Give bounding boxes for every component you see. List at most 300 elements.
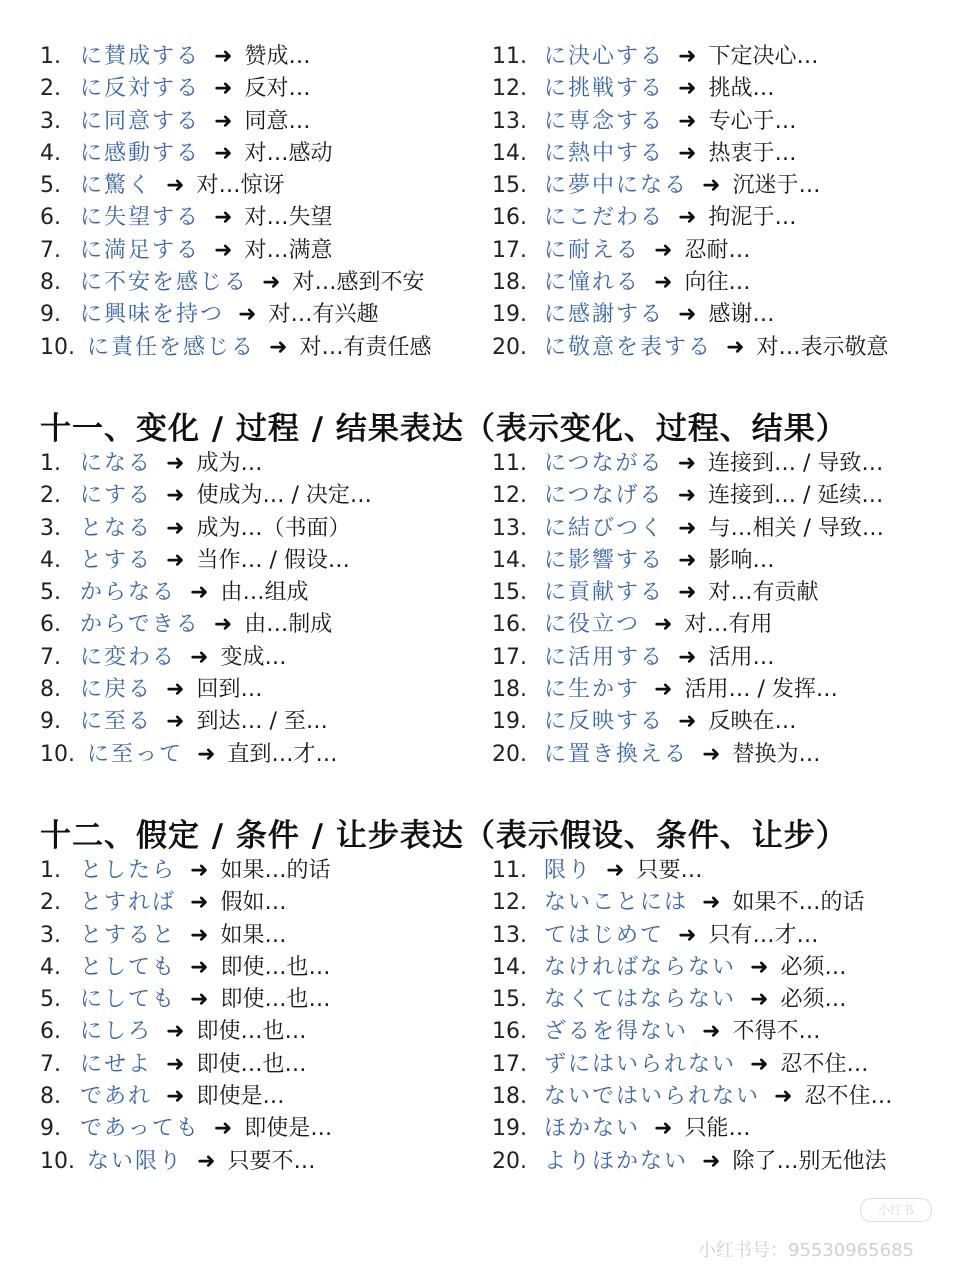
arrow-right-icon: ➜ (750, 987, 769, 1013)
arrow-right-icon: ➜ (190, 987, 209, 1013)
section1-left-column (40, 41, 490, 364)
arrow-right-icon: ➜ (678, 205, 697, 231)
arrow-right-icon: ➜ (166, 1051, 185, 1077)
item-number: 9. (40, 302, 61, 328)
list-item (40, 138, 490, 170)
item-number: 10. (40, 1148, 75, 1174)
chinese-meaning: 对…失望 (244, 205, 333, 231)
item-number: 1. (40, 858, 61, 883)
japanese-expression: なければならない (544, 954, 737, 980)
section2-right-column (492, 448, 942, 771)
japanese-expression: に感動する (80, 140, 201, 166)
chinese-meaning: 感谢… (708, 302, 775, 328)
list-item (492, 267, 942, 299)
arrow-right-icon: ➜ (677, 483, 696, 509)
list-item (492, 448, 942, 480)
chinese-meaning: 连接到… / 延续… (708, 483, 884, 509)
list-item (492, 138, 942, 170)
arrow-right-icon: ➜ (214, 140, 233, 166)
list-item (40, 267, 490, 299)
japanese-expression: なくてはならない (544, 987, 737, 1013)
arrow-right-icon: ➜ (214, 237, 233, 263)
arrow-right-icon: ➜ (214, 44, 233, 69)
list-item (492, 739, 942, 771)
item-number: 5. (40, 987, 61, 1013)
list-item (40, 1016, 490, 1048)
arrow-right-icon: ➜ (166, 1019, 185, 1045)
item-number: 4. (40, 140, 61, 166)
chinese-meaning: 即使…也… (220, 987, 331, 1013)
arrow-right-icon: ➜ (750, 1051, 769, 1077)
item-number: 12. (492, 76, 527, 102)
item-number: 7. (40, 644, 61, 670)
list-item (492, 674, 942, 706)
item-number: 18. (492, 677, 527, 703)
japanese-expression: にしろ (80, 1019, 153, 1045)
item-number: 8. (40, 677, 61, 703)
chinese-meaning: 忍不住… (780, 1051, 869, 1077)
arrow-right-icon: ➜ (166, 515, 185, 541)
item-number: 10. (40, 741, 75, 767)
item-number: 6. (40, 205, 61, 231)
list-item (40, 480, 490, 512)
arrow-right-icon: ➜ (678, 302, 697, 328)
list-item (492, 855, 942, 887)
list-item (492, 513, 942, 545)
japanese-expression: にこだわる (544, 205, 665, 231)
japanese-expression: としても (80, 954, 177, 980)
arrow-right-icon: ➜ (166, 547, 185, 573)
japanese-expression: に活用する (544, 644, 665, 670)
item-number: 16. (492, 612, 527, 638)
arrow-right-icon: ➜ (726, 334, 745, 360)
japanese-expression: にせよ (80, 1051, 153, 1077)
item-number: 20. (492, 334, 527, 360)
chinese-meaning: 反映在… (708, 709, 797, 735)
japanese-expression: に専念する (544, 108, 665, 134)
section3-right-column (492, 855, 942, 1178)
japanese-expression: に戻る (80, 677, 153, 703)
chinese-meaning: 即使…也… (196, 1019, 307, 1045)
list-item (40, 73, 490, 105)
chinese-meaning: 对…有责任感 (299, 334, 432, 360)
item-number: 18. (492, 1084, 527, 1110)
japanese-expression: になる (80, 451, 153, 476)
item-number: 8. (40, 270, 61, 296)
list-item (40, 299, 490, 331)
item-number: 15. (492, 580, 527, 606)
list-item (492, 952, 942, 984)
item-number: 17. (492, 644, 527, 670)
item-number: 5. (40, 173, 61, 199)
chinese-meaning: 对…感到不安 (292, 270, 425, 296)
chinese-meaning: 活用… / 发挥… (684, 677, 838, 703)
section2-title: 十一、变化 / 过程 / 结果表达（表示变化、过程、结果） (40, 411, 848, 447)
japanese-expression: に興味を持つ (80, 302, 225, 328)
list-item (492, 1113, 942, 1145)
item-number: 6. (40, 612, 61, 638)
arrow-right-icon: ➜ (750, 954, 769, 980)
chinese-meaning: 直到…才… (227, 741, 338, 767)
list-item (40, 642, 490, 674)
japanese-expression: であれ (80, 1084, 153, 1110)
chinese-meaning: 拘泥于… (708, 205, 797, 231)
list-item (40, 855, 490, 887)
list-item (40, 513, 490, 545)
item-number: 20. (492, 1148, 527, 1174)
list-item (492, 609, 942, 641)
list-item (40, 170, 490, 202)
chinese-meaning: 到达… / 至… (196, 709, 328, 735)
list-item (40, 1081, 490, 1113)
list-item (492, 332, 942, 364)
chinese-meaning: 赞成… (244, 44, 311, 69)
japanese-expression: に夢中になる (544, 173, 689, 199)
chinese-meaning: 即使是… (244, 1116, 333, 1142)
arrow-right-icon: ➜ (166, 483, 185, 509)
japanese-expression: に不安を感じる (80, 270, 249, 296)
japanese-expression: としたら (80, 858, 177, 883)
japanese-expression: に満足する (80, 237, 201, 263)
item-number: 14. (492, 954, 527, 980)
item-number: 9. (40, 709, 61, 735)
chinese-meaning: 由…组成 (220, 580, 309, 606)
arrow-right-icon: ➜ (702, 173, 721, 199)
arrow-right-icon: ➜ (238, 302, 257, 328)
item-number: 11. (492, 858, 527, 883)
chinese-meaning: 如果…的话 (220, 858, 331, 883)
list-item (40, 887, 490, 919)
item-number: 19. (492, 302, 527, 328)
arrow-right-icon: ➜ (702, 741, 721, 767)
japanese-expression: に責任を感じる (87, 334, 256, 360)
chinese-meaning: 即使…也… (196, 1051, 307, 1077)
list-item (40, 920, 490, 952)
arrow-right-icon: ➜ (678, 922, 697, 948)
chinese-meaning: 专心于… (708, 108, 797, 134)
arrow-right-icon: ➜ (678, 108, 697, 134)
list-item (40, 609, 490, 641)
arrow-right-icon: ➜ (166, 677, 185, 703)
list-item (492, 202, 942, 234)
list-item (492, 73, 942, 105)
japanese-expression: ないではいられない (544, 1084, 761, 1110)
chinese-meaning: 如果不…的话 (732, 890, 865, 916)
chinese-meaning: 对…感动 (244, 140, 333, 166)
section3-title: 十二、假定 / 条件 / 让步表达（表示假设、条件、让步） (40, 818, 848, 854)
item-number: 3. (40, 515, 61, 541)
japanese-expression: につながる (544, 451, 664, 476)
list-item (40, 952, 490, 984)
chinese-meaning: 回到… (196, 677, 263, 703)
arrow-right-icon: ➜ (678, 44, 697, 69)
japanese-expression: に同意する (80, 108, 201, 134)
arrow-right-icon: ➜ (678, 709, 697, 735)
arrow-right-icon: ➜ (166, 173, 185, 199)
item-number: 11. (492, 44, 527, 69)
japanese-expression: に挑戦する (544, 76, 665, 102)
arrow-right-icon: ➜ (654, 237, 673, 263)
arrow-right-icon: ➜ (190, 954, 209, 980)
arrow-right-icon: ➜ (166, 1084, 185, 1110)
list-item (492, 41, 942, 73)
arrow-right-icon: ➜ (190, 890, 209, 916)
arrow-right-icon: ➜ (190, 580, 209, 606)
list-item (492, 920, 942, 952)
item-number: 15. (492, 987, 527, 1013)
list-item (492, 106, 942, 138)
item-number: 12. (492, 483, 527, 509)
section2-left-column (40, 448, 490, 771)
chinese-meaning: 同意… (244, 108, 311, 134)
arrow-right-icon: ➜ (678, 547, 697, 573)
item-number: 4. (40, 954, 61, 980)
list-item (492, 170, 942, 202)
japanese-expression: にしても (80, 987, 177, 1013)
list-item (492, 887, 942, 919)
chinese-meaning: 活用… (708, 644, 775, 670)
item-number: 16. (492, 205, 527, 231)
chinese-meaning: 对…有用 (684, 612, 773, 638)
japanese-expression: からなる (80, 580, 177, 606)
list-item (492, 545, 942, 577)
arrow-right-icon: ➜ (678, 580, 697, 606)
list-item (40, 1113, 490, 1145)
item-number: 6. (40, 1019, 61, 1045)
chinese-meaning: 对…表示敬意 (756, 334, 889, 360)
arrow-right-icon: ➜ (269, 334, 288, 360)
item-number: 2. (40, 76, 61, 102)
list-item (40, 545, 490, 577)
arrow-right-icon: ➜ (654, 270, 673, 296)
arrow-right-icon: ➜ (214, 108, 233, 134)
japanese-expression: に耐える (544, 237, 641, 263)
arrow-right-icon: ➜ (678, 515, 697, 541)
arrow-right-icon: ➜ (678, 140, 697, 166)
japanese-expression: に反映する (544, 709, 665, 735)
japanese-expression: てはじめて (544, 922, 665, 948)
japanese-expression: とすれば (80, 890, 177, 916)
japanese-expression: に置き換える (544, 741, 689, 767)
list-item (40, 1146, 490, 1178)
item-number: 9. (40, 1116, 61, 1142)
japanese-expression: 限り (544, 858, 593, 883)
chinese-meaning: 如果… (220, 922, 287, 948)
item-number: 17. (492, 1051, 527, 1077)
chinese-meaning: 只有…才… (708, 922, 819, 948)
list-item (492, 1146, 942, 1178)
chinese-meaning: 即使是… (196, 1084, 285, 1110)
item-number: 4. (40, 547, 61, 573)
chinese-meaning: 当作… / 假设… (196, 547, 350, 573)
item-number: 12. (492, 890, 527, 916)
japanese-expression: に賛成する (80, 44, 201, 69)
list-item (40, 984, 490, 1016)
chinese-meaning: 必须… (780, 954, 847, 980)
list-item (40, 448, 490, 480)
chinese-meaning: 只要… (636, 858, 703, 883)
japanese-expression: からできる (80, 612, 200, 638)
japanese-expression: に敬意を表する (544, 334, 713, 360)
arrow-right-icon: ➜ (213, 612, 233, 638)
arrow-right-icon: ➜ (654, 1116, 673, 1142)
watermark-badge: 小红书 (860, 1198, 932, 1222)
item-number: 2. (40, 890, 61, 916)
arrow-right-icon: ➜ (606, 858, 625, 883)
arrow-right-icon: ➜ (677, 451, 696, 476)
list-item (40, 1049, 490, 1081)
japanese-expression: とする (80, 547, 153, 573)
item-number: 7. (40, 1051, 61, 1077)
list-item (492, 299, 942, 331)
chinese-meaning: 成为…（书面） (196, 515, 351, 541)
chinese-meaning: 变成… (220, 644, 287, 670)
arrow-right-icon: ➜ (654, 612, 673, 638)
japanese-expression: よりほかない (544, 1148, 689, 1174)
japanese-expression: に反対する (80, 76, 201, 102)
item-number: 19. (492, 709, 527, 735)
japanese-expression: に驚く (80, 173, 153, 199)
chinese-meaning: 对…有贡献 (708, 580, 819, 606)
chinese-meaning: 对…有兴趣 (268, 302, 379, 328)
arrow-right-icon: ➜ (702, 890, 721, 916)
list-item (492, 1049, 942, 1081)
item-number: 17. (492, 237, 527, 263)
chinese-meaning: 忍耐… (684, 237, 751, 263)
list-item (492, 984, 942, 1016)
chinese-meaning: 必须… (780, 987, 847, 1013)
item-number: 3. (40, 922, 61, 948)
item-number: 18. (492, 270, 527, 296)
japanese-expression: にする (80, 483, 153, 509)
list-item (40, 332, 490, 364)
list-item (492, 706, 942, 738)
chinese-meaning: 假如… (220, 890, 287, 916)
list-item (40, 41, 490, 73)
chinese-meaning: 即使…也… (220, 954, 331, 980)
chinese-meaning: 向往… (684, 270, 751, 296)
japanese-expression: につなげる (544, 483, 664, 509)
chinese-meaning: 热衷于… (708, 140, 797, 166)
arrow-right-icon: ➜ (166, 451, 185, 476)
arrow-right-icon: ➜ (214, 76, 233, 102)
japanese-expression: であっても (80, 1116, 200, 1142)
arrow-right-icon: ➜ (190, 922, 209, 948)
japanese-expression: に変わる (80, 644, 177, 670)
list-item (40, 674, 490, 706)
section1-right-column (492, 41, 942, 364)
item-number: 13. (492, 515, 527, 541)
chinese-meaning: 与…相关 / 导致… (708, 515, 884, 541)
arrow-right-icon: ➜ (190, 644, 209, 670)
chinese-meaning: 挑战… (708, 76, 775, 102)
list-item (40, 739, 490, 771)
item-number: 3. (40, 108, 61, 134)
arrow-right-icon: ➜ (166, 709, 185, 735)
item-number: 19. (492, 1116, 527, 1142)
arrow-right-icon: ➜ (213, 1116, 233, 1142)
arrow-right-icon: ➜ (214, 205, 233, 231)
chinese-meaning: 对…满意 (244, 237, 333, 263)
item-number: 15. (492, 173, 527, 199)
item-number: 11. (492, 451, 527, 476)
list-item (40, 706, 490, 738)
chinese-meaning: 沉迷于… (732, 173, 821, 199)
chinese-meaning: 替换为… (732, 741, 821, 767)
item-number: 1. (40, 44, 61, 69)
list-item (492, 577, 942, 609)
chinese-meaning: 影响… (708, 547, 775, 573)
japanese-expression: に役立つ (544, 612, 641, 638)
japanese-expression: ない限り (87, 1148, 184, 1174)
chinese-meaning: 对…惊讶 (196, 173, 285, 199)
arrow-right-icon: ➜ (702, 1019, 721, 1045)
chinese-meaning: 下定决心… (708, 44, 819, 69)
arrow-right-icon: ➜ (702, 1148, 721, 1174)
japanese-expression: に影響する (544, 547, 665, 573)
list-item (492, 1016, 942, 1048)
item-number: 7. (40, 237, 61, 263)
item-number: 8. (40, 1084, 61, 1110)
japanese-expression: に憧れる (544, 270, 641, 296)
list-item (40, 202, 490, 234)
japanese-expression: に熱中する (544, 140, 665, 166)
item-number: 14. (492, 140, 527, 166)
japanese-expression: ほかない (544, 1116, 641, 1142)
list-item (40, 106, 490, 138)
section3-left-column (40, 855, 490, 1178)
arrow-right-icon: ➜ (678, 644, 697, 670)
japanese-expression: に生かす (544, 677, 641, 703)
japanese-expression: とすると (80, 922, 177, 948)
japanese-expression: ないことには (544, 890, 689, 916)
chinese-meaning: 反对… (244, 76, 311, 102)
arrow-right-icon: ➜ (197, 741, 216, 767)
list-item (492, 642, 942, 674)
watermark-text: 小红书号：95530965685 (698, 1240, 914, 1261)
japanese-expression: に感謝する (544, 302, 665, 328)
item-number: 10. (40, 334, 75, 360)
japanese-expression: に結びつく (544, 515, 665, 541)
chinese-meaning: 除了…别无他法 (732, 1148, 887, 1174)
japanese-expression: に至る (80, 709, 153, 735)
japanese-expression: に失望する (80, 205, 201, 231)
item-number: 5. (40, 580, 61, 606)
arrow-right-icon: ➜ (678, 76, 697, 102)
chinese-meaning: 由…制成 (244, 612, 333, 638)
item-number: 2. (40, 483, 61, 509)
japanese-expression: ざるを得ない (544, 1019, 689, 1045)
chinese-meaning: 连接到… / 导致… (708, 451, 884, 476)
item-number: 13. (492, 108, 527, 134)
list-item (40, 577, 490, 609)
arrow-right-icon: ➜ (654, 677, 673, 703)
japanese-expression: に至って (87, 741, 184, 767)
item-number: 1. (40, 451, 61, 476)
japanese-expression: に貢献する (544, 580, 665, 606)
list-item (492, 235, 942, 267)
chinese-meaning: 忍不住… (804, 1084, 893, 1110)
chinese-meaning: 只能… (684, 1116, 751, 1142)
list-item (492, 1081, 942, 1113)
chinese-meaning: 不得不… (732, 1019, 821, 1045)
japanese-expression: に決心する (544, 44, 665, 69)
chinese-meaning: 只要不… (227, 1148, 316, 1174)
item-number: 13. (492, 922, 527, 948)
japanese-expression: となる (80, 515, 153, 541)
item-number: 16. (492, 1019, 527, 1045)
list-item (492, 480, 942, 512)
